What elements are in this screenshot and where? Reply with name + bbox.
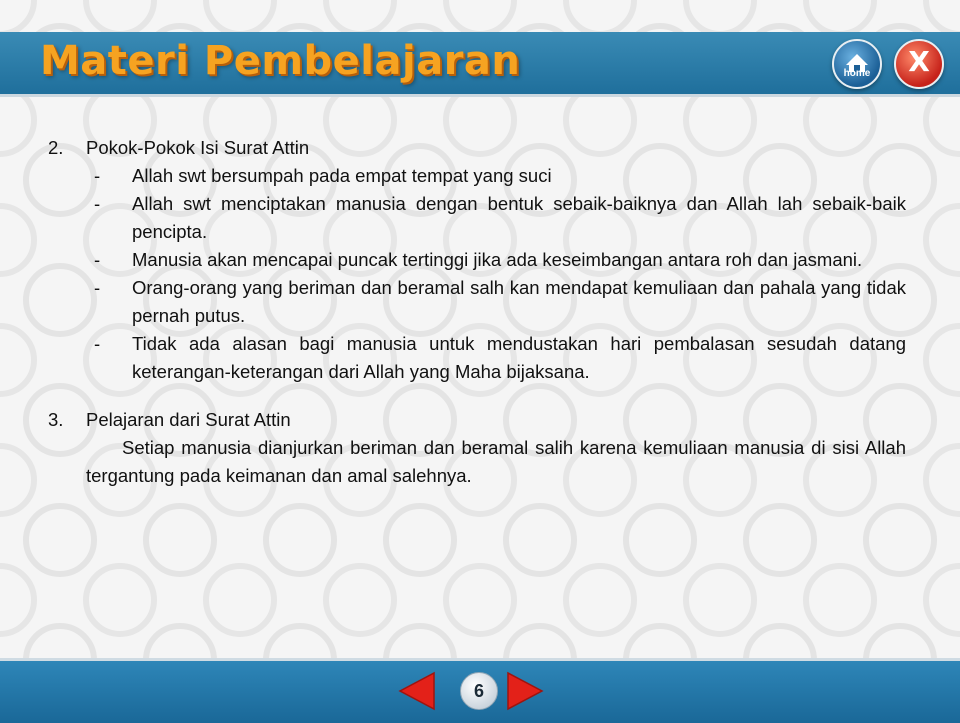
section-2-heading (48, 134, 906, 162)
list-item-text: Allah swt bersumpah pada empat tempat yang suci (132, 165, 552, 186)
page-title: Materi Pembelajaran (40, 38, 521, 84)
dash-bullet: - (94, 193, 101, 214)
home-icon (834, 41, 880, 87)
dash-bullet: - (94, 165, 101, 186)
dash-bullet: - (94, 249, 101, 270)
list-item-text: Tidak ada alasan bagi manusia untuk mendustakan hari pembalasan sesudah datang keterangan-keterangan dari Allah yang Maha bijaksana. (132, 333, 906, 382)
prev-arrow-icon[interactable] (398, 671, 436, 711)
spacer (48, 386, 906, 406)
list-item-text: Manusia akan mencapai puncak tertinggi jika ada keseimbangan antara roh dan jasmani. (132, 249, 863, 270)
list-item (48, 274, 906, 330)
close-icon: X (908, 45, 930, 78)
list-item-text: Allah swt menciptakan manusia dengan bentuk sebaik-baiknya dan Allah lah sebaik-baik pencipta. (132, 193, 906, 242)
home-label: home (843, 68, 871, 79)
dash-bullet: - (94, 333, 101, 354)
section-number: 2. (48, 137, 64, 158)
list-item (48, 190, 906, 246)
list-item-text: Orang-orang yang beriman dan beramal salh kan mendapat kemuliaan dan pahala yang tidak pernah putus. (132, 277, 906, 326)
section-title: Pelajaran dari Surat Attin (86, 409, 291, 430)
section-title: Pokok-Pokok Isi Surat Attin (86, 137, 310, 158)
section-paragraph: Setiap manusia dianjurkan beriman dan beramal salih karena kemuliaan manusia di sisi Allah tergantung pada keimanan dan amal salehnya. (86, 437, 906, 486)
section-number: 3. (48, 409, 64, 430)
page-number: 6 (460, 672, 498, 710)
list-item (48, 246, 906, 274)
home-button[interactable] (832, 39, 882, 89)
list-item (48, 330, 906, 386)
section-3-heading (48, 406, 906, 434)
dash-bullet: - (94, 277, 101, 298)
close-button[interactable] (894, 39, 944, 89)
content-area (48, 134, 906, 490)
next-arrow-icon[interactable] (506, 671, 544, 711)
list-item (48, 162, 906, 190)
